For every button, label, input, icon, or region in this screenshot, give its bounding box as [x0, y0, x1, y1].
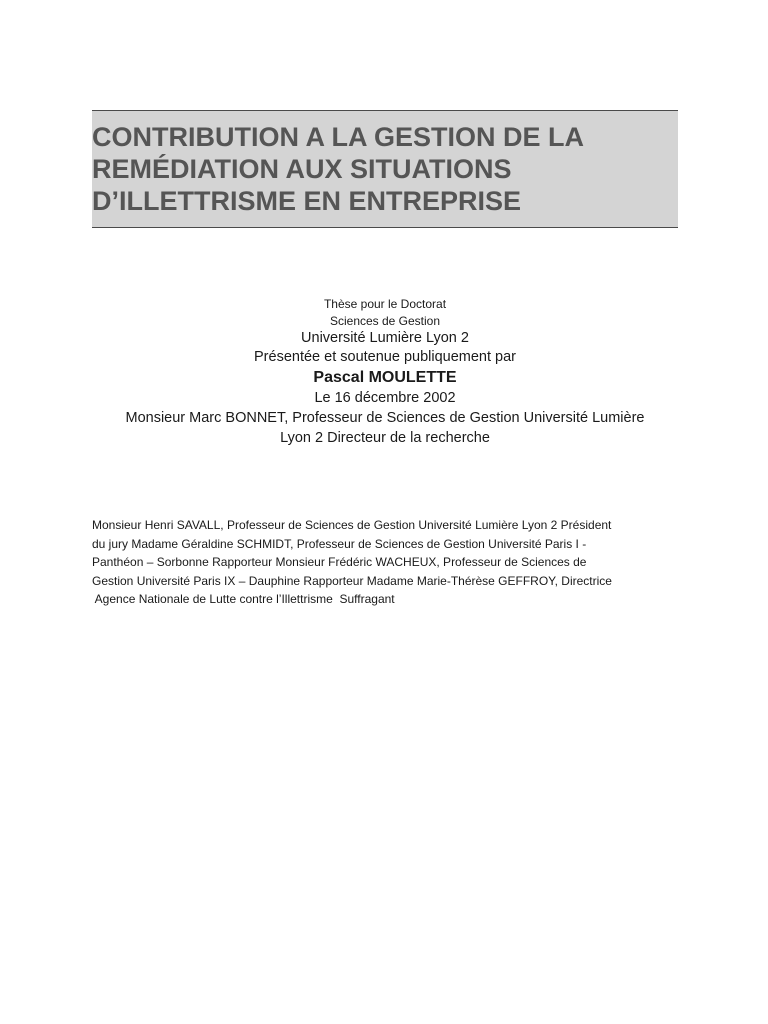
- jury-line: Agence Nationale de Lutte contre l’Illettrisme Suffragant: [92, 592, 395, 606]
- document-title: [92, 121, 678, 217]
- jury-line: Panthéon – Sorbonne Rapporteur Monsieur Frédéric WACHEUX, Professeur de Sciences de: [92, 555, 587, 569]
- title-banner: [92, 110, 678, 228]
- jury-list: [92, 516, 682, 609]
- jury-line: Monsieur Henri SAVALL, Professeur de Sciences de Gestion Université Lumière Lyon 2 Président: [92, 518, 612, 532]
- defense-date: Le 16 décembre 2002: [314, 390, 456, 406]
- director-line: Monsieur Marc BONNET, Professeur de Sciences de Gestion Université Lumière: [125, 410, 645, 426]
- director-line: Lyon 2 Directeur de la recherche: [280, 430, 490, 446]
- thesis-type: Thèse pour le Doctorat: [323, 297, 447, 311]
- jury-line: du jury Madame Géraldine SCHMIDT, Professeur de Sciences de Gestion Université Paris I -: [92, 536, 587, 551]
- title-line: D’ILLETTRISME EN ENTREPRISE: [92, 186, 522, 216]
- jury-line: Gestion Université Paris IX – Dauphine Rapporteur Madame Marie-Thérèse GEFFROY, Directrice: [92, 573, 612, 588]
- author-name: Pascal MOULETTE: [313, 369, 457, 386]
- presented-by: Présentée et soutenue publiquement par: [254, 349, 516, 365]
- discipline: Sciences de Gestion: [329, 314, 441, 328]
- title-line: CONTRIBUTION A LA GESTION DE LA: [92, 122, 584, 152]
- title-line: REMÉDIATION AUX SITUATIONS: [92, 154, 512, 184]
- university: Université Lumière Lyon 2: [301, 330, 469, 346]
